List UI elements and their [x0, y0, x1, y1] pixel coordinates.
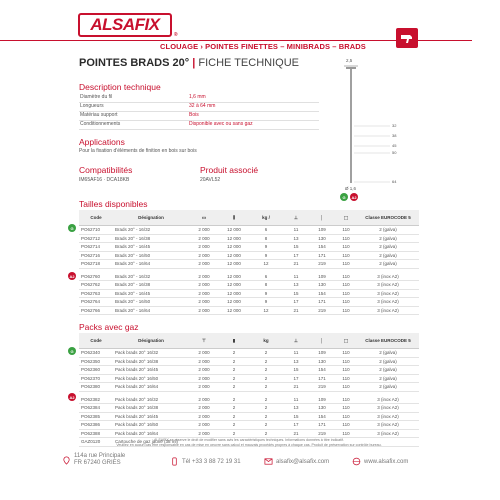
table-cell: 2: [219, 383, 249, 392]
table-cell: 2 (galva): [357, 243, 419, 252]
table-cell: 2: [219, 404, 249, 413]
table-cell: 3 (inox A2): [357, 429, 419, 438]
table-cell: 12 000: [219, 243, 249, 252]
table-cell: 2: [219, 349, 249, 358]
disclaimer: [79, 438, 419, 448]
table-cell: 2: [249, 421, 283, 430]
table-cell: Brads 20° - 16/45: [113, 243, 189, 252]
table-row: [79, 421, 419, 430]
table-cell: 110: [335, 251, 357, 260]
col-header-designation: Désignation: [113, 333, 189, 349]
location-pin-icon: [62, 456, 71, 465]
table-cell: 2: [219, 421, 249, 430]
table-cell: 171: [309, 374, 335, 383]
table-cell: 12 000: [219, 273, 249, 281]
table-cell: 15: [283, 366, 309, 375]
table-row: [79, 374, 419, 383]
table-cell: 12: [249, 306, 283, 315]
spec-value: 32 à 64 mm: [189, 103, 216, 109]
length-mark: 45: [392, 143, 397, 148]
table-cell: 9: [249, 298, 283, 307]
galva-badge: G: [340, 193, 348, 201]
table-cell: 3 (inox A2): [357, 289, 419, 298]
diagram-top-label: 2,5: [346, 58, 353, 63]
table-row: [79, 260, 419, 269]
table-cell: 130: [309, 281, 335, 290]
dimension-icon: ⊥: [283, 210, 309, 226]
table-row: [79, 251, 419, 260]
phone-number[interactable]: Tél +33 3 88 72 19 31: [182, 458, 241, 465]
table-cell: 21: [283, 429, 309, 438]
table-cell: 110: [335, 429, 357, 438]
spec-row: [79, 120, 319, 130]
table-cell: Pack brads 20° 16/45: [113, 412, 189, 421]
table-cell: 110: [335, 289, 357, 298]
table-cell: Pack brads 20° 16/32: [113, 396, 189, 404]
table-cell: 110: [335, 306, 357, 315]
table-cell: 2 000: [189, 374, 219, 383]
table-cell: 21: [283, 383, 309, 392]
table-cell: 2: [249, 404, 283, 413]
nail-illustration-icon: [330, 58, 410, 198]
applications-text: Pour la fixation d'éléments de finition en bois sur bois: [79, 148, 197, 154]
table-cell: 110: [335, 243, 357, 252]
table-cell: 2: [219, 396, 249, 404]
table-cell: 110: [335, 404, 357, 413]
col-header-classe: Classe EUROCODE 5: [357, 210, 419, 226]
table-cell: Brads 20° - 16/50: [113, 298, 189, 307]
table-cell: 11: [283, 273, 309, 281]
table-cell: 3 (inox A2): [357, 412, 419, 421]
table-cell: PO62760: [79, 273, 113, 281]
col-header-code: Code: [79, 210, 113, 226]
table-cell: 171: [309, 421, 335, 430]
table-row: [79, 298, 419, 307]
table-header-row: [79, 210, 419, 226]
table-row: [79, 412, 419, 421]
globe-icon: [352, 457, 361, 466]
table-cell: PO62714: [79, 243, 113, 252]
inox-a2-badge: A2: [69, 273, 75, 279]
table-cell: 8: [249, 281, 283, 290]
table-cell: 110: [335, 374, 357, 383]
table-cell: 2 000: [189, 243, 219, 252]
address-line: FR 67240 GRIES: [74, 460, 121, 466]
length-mark: 64: [392, 179, 397, 184]
table-cell: 2 (galva): [357, 251, 419, 260]
table-cell: 110: [335, 226, 357, 235]
table-cell: 2 (galva): [357, 374, 419, 383]
table-cell: PO62718: [79, 260, 113, 269]
table-cell: 109: [309, 349, 335, 358]
table-cell: 2 000: [189, 298, 219, 307]
table-cell: 2 000: [189, 289, 219, 298]
tool-icon: ⬚: [335, 333, 357, 349]
table-cell: 130: [309, 404, 335, 413]
table-cell: 2: [249, 412, 283, 421]
tailles-table: [79, 210, 419, 315]
table-cell: PO62766: [79, 306, 113, 315]
tool-icon: ⬚: [335, 210, 357, 226]
table-row: [79, 404, 419, 413]
table-cell: 154: [309, 412, 335, 421]
table-cell: 154: [309, 366, 335, 375]
table-cell: 154: [309, 289, 335, 298]
table-cell: 110: [335, 349, 357, 358]
table-cell: 21: [283, 306, 309, 315]
table-cell: 109: [309, 226, 335, 235]
table-cell: 2 000: [189, 366, 219, 375]
col-header-kg: kg /: [249, 210, 283, 226]
table-row: [79, 383, 419, 392]
table-cell: 15: [283, 289, 309, 298]
table-cell: 12 000: [219, 226, 249, 235]
table-cell: 17: [283, 251, 309, 260]
table-cell: PO62350: [79, 357, 113, 366]
table-cell: PO62716: [79, 251, 113, 260]
col-header-designation: Désignation: [113, 210, 189, 226]
spec-value: Disponible avec ou sans gaz: [189, 121, 253, 127]
table-cell: 3 (inox A2): [357, 404, 419, 413]
spec-value: Bois: [189, 112, 199, 118]
table-cell: 2: [249, 366, 283, 375]
table-cell: 2 000: [189, 383, 219, 392]
table-cell: 6: [249, 226, 283, 235]
table-cell: 2 (galva): [357, 234, 419, 243]
table-cell: 13: [283, 404, 309, 413]
table-cell: 110: [335, 273, 357, 281]
nails-icon: ⫼: [219, 210, 249, 226]
table-cell: 110: [335, 383, 357, 392]
phone-block: [170, 457, 241, 466]
table-cell: 12 000: [219, 260, 249, 269]
nail-diagram: [330, 58, 410, 198]
table-cell: 9: [249, 289, 283, 298]
table-cell: 219: [309, 429, 335, 438]
table-cell: PO62763: [79, 289, 113, 298]
table-cell: 12 000: [219, 298, 249, 307]
galva-badge: G: [68, 347, 76, 355]
packs-table: [79, 333, 419, 447]
address-line: 114a rue Principale: [74, 453, 126, 459]
table-cell: 2 (galva): [357, 366, 419, 375]
spec-label: Longueurs: [80, 103, 104, 109]
table-cell: PO62762: [79, 281, 113, 290]
disclaimer-line: Veuillez en aucun cas être responsable en cas de mise en oeuvre sans calcul et mauvais procédés propres à chaque cas. Produit de préservation sur contrôle bureau.: [116, 443, 382, 447]
table-cell: 2: [249, 396, 283, 404]
compatibilites-heading: Compatibilités: [79, 165, 133, 175]
table-cell: 110: [335, 281, 357, 290]
table-cell: 110: [335, 421, 357, 430]
table-cell: 15: [283, 412, 309, 421]
table-cell: 2 000: [189, 306, 219, 315]
table-cell: 12 000: [219, 306, 249, 315]
table-cell: 17: [283, 421, 309, 430]
dimension-icon: ⊥: [283, 333, 309, 349]
table-cell: 2 000: [189, 251, 219, 260]
table-cell: 2 000: [189, 404, 219, 413]
compatibilites-text: IM65AF16 · DCA18KB: [79, 177, 130, 183]
col-header-kg: kg: [249, 333, 283, 349]
applications-heading: Applications: [79, 137, 125, 147]
table-row: [79, 281, 419, 290]
table-cell: 2: [249, 383, 283, 392]
table-row: [79, 349, 419, 358]
table-cell: PO62388: [79, 429, 113, 438]
table-cell: PO62764: [79, 298, 113, 307]
table-cell: PO62712: [79, 234, 113, 243]
table-cell: 2 000: [189, 357, 219, 366]
table-cell: Brads 20° - 16/38: [113, 234, 189, 243]
table-cell: 13: [283, 357, 309, 366]
col-header-code: Code: [79, 333, 113, 349]
table-cell: 171: [309, 298, 335, 307]
table-cell: 110: [335, 412, 357, 421]
table-cell: 17: [283, 374, 309, 383]
table-cell: 6: [249, 273, 283, 281]
packs-heading: Packs avec gaz: [79, 322, 139, 332]
page-title: [79, 57, 299, 69]
table-cell: 2 000: [189, 421, 219, 430]
table-cell: 9: [249, 243, 283, 252]
table-cell: 2: [249, 357, 283, 366]
length-mark: 50: [392, 150, 397, 155]
table-row: [79, 226, 419, 235]
table-cell: 130: [309, 357, 335, 366]
table-cell: 13: [283, 234, 309, 243]
table-cell: 2: [219, 374, 249, 383]
title-sub: FICHE TECHNIQUE: [198, 57, 299, 69]
spec-label: Matériau support: [80, 112, 118, 118]
website-block: [352, 457, 408, 466]
table-row: [79, 234, 419, 243]
brand-name: ALSAFIX: [90, 15, 160, 34]
table-cell: 3 (inox A2): [357, 273, 419, 281]
length-mark: 38: [392, 133, 397, 138]
table-cell: 12: [249, 260, 283, 269]
table-cell: 171: [309, 251, 335, 260]
table-cell: 11: [283, 349, 309, 358]
nail-pack-icon: ⊤: [189, 333, 219, 349]
table-cell: 154: [309, 243, 335, 252]
table-cell: 15: [283, 243, 309, 252]
table-cell: 2 (galva): [357, 383, 419, 392]
table-cell: 3 (inox A2): [357, 281, 419, 290]
table-cell: 2 000: [189, 234, 219, 243]
table-cell: Brads 20° - 16/45: [113, 289, 189, 298]
table-row: [79, 366, 419, 375]
table-cell: Pack brads 20° 16/64: [113, 429, 189, 438]
table-cell: Pack brads 20° 16/45: [113, 366, 189, 375]
address-block: [62, 453, 125, 467]
table-cell: GAZ0120: [79, 438, 113, 447]
table-cell: Pack brads 20° 16/32: [113, 349, 189, 358]
table-cell: 11: [283, 396, 309, 404]
nail-gun-icon: [396, 28, 418, 48]
table-cell: 2: [249, 374, 283, 383]
table-cell: Pack brads 20° 16/38: [113, 357, 189, 366]
table-cell: PO62360: [79, 366, 113, 375]
table-cell: PO62385: [79, 412, 113, 421]
table-cell: 110: [335, 298, 357, 307]
table-cell: 2: [249, 429, 283, 438]
spec-label: Diamètre du fil: [80, 94, 113, 100]
table-row: [79, 273, 419, 281]
table-cell: 110: [335, 357, 357, 366]
nail-icon: │: [309, 333, 335, 349]
produit-associe-text: 20AVL52: [200, 177, 221, 183]
description-heading: Description technique: [79, 82, 161, 92]
title-separator: |: [192, 57, 196, 69]
table-cell: 110: [335, 260, 357, 269]
table-cell: Pack brads 20° 16/50: [113, 421, 189, 430]
table-cell: 109: [309, 273, 335, 281]
table-row: [79, 289, 419, 298]
table-row: [79, 243, 419, 252]
galva-badge: G: [68, 224, 76, 232]
table-cell: 3 (inox A2): [357, 298, 419, 307]
website-link[interactable]: www.alsafix.com: [364, 458, 409, 465]
table-cell: 219: [309, 306, 335, 315]
table-cell: 110: [335, 396, 357, 404]
table-cell: PO62710: [79, 226, 113, 235]
table-cell: 3 (inox A2): [357, 396, 419, 404]
table-cell: 11: [283, 226, 309, 235]
table-cell: 219: [309, 260, 335, 269]
table-cell: PO62386: [79, 421, 113, 430]
table-cell: Pack brads 20° 16/38: [113, 404, 189, 413]
inox-a2-badge: A2: [69, 394, 75, 400]
table-cell: 2: [219, 429, 249, 438]
table-cell: 2 000: [189, 226, 219, 235]
table-header-row: [79, 333, 419, 349]
table-cell: PO62382: [79, 396, 113, 404]
email-icon: [264, 457, 273, 466]
table-cell: 12 000: [219, 251, 249, 260]
phone-icon: [170, 457, 179, 466]
table-cell: 13: [283, 281, 309, 290]
alsafix-logo: [78, 13, 177, 38]
gas-cartridge-icon: ▮: [219, 333, 249, 349]
disclaimer-line: ALSAFIX se réserve le droit de modifier sans avis les caractéristiques techniques. Informations données à titre indicatif.: [154, 438, 344, 442]
table-cell: Pack brads 20° 16/50: [113, 374, 189, 383]
produit-associe-heading: Produit associé: [200, 165, 259, 175]
box-icon: ▭: [189, 210, 219, 226]
table-cell: 109: [309, 396, 335, 404]
table-cell: PO62340: [79, 349, 113, 358]
table-cell: PO62370: [79, 374, 113, 383]
table-cell: 21: [283, 260, 309, 269]
table-row: [79, 396, 419, 404]
table-cell: 2: [219, 366, 249, 375]
table-cell: Brads 20° - 16/38: [113, 281, 189, 290]
table-cell: 2 000: [189, 349, 219, 358]
registered-mark: ®: [173, 32, 177, 38]
spec-label: Conditionnements: [80, 121, 121, 127]
table-cell: Pack brads 20° 16/64: [113, 383, 189, 392]
table-cell: 8: [249, 234, 283, 243]
table-cell: 2: [219, 412, 249, 421]
footer: [62, 453, 482, 481]
table-cell: 2 000: [189, 281, 219, 290]
table-cell: 2: [219, 357, 249, 366]
table-cell: 2 (galva): [357, 349, 419, 358]
table-cell: Cartouche de gaz jaune (38 ml): [113, 438, 419, 447]
table-cell: 3 (inox A2): [357, 306, 419, 315]
table-cell: Brads 20° - 16/32: [113, 226, 189, 235]
length-mark: 32: [392, 123, 397, 128]
table-row: [79, 357, 419, 366]
table-cell: 110: [335, 366, 357, 375]
table-cell: Brads 20° - 16/64: [113, 306, 189, 315]
table-cell: 2 000: [189, 412, 219, 421]
email-link[interactable]: alsafix@alsafix.com: [276, 458, 330, 465]
table-cell: Brads 20° - 16/50: [113, 251, 189, 260]
nail-icon: │: [309, 210, 335, 226]
table-cell: 130: [309, 234, 335, 243]
title-main: POINTES BRADS 20°: [79, 57, 190, 69]
table-cell: 12 000: [219, 289, 249, 298]
table-cell: 2 000: [189, 273, 219, 281]
table-cell: 2 000: [189, 396, 219, 404]
table-cell: 17: [283, 298, 309, 307]
table-cell: PO62380: [79, 383, 113, 392]
inox-a2-badge: A2: [351, 194, 357, 200]
table-cell: 110: [335, 234, 357, 243]
table-cell: 2 000: [189, 429, 219, 438]
wire-diameter: Ø 1,6: [345, 186, 357, 191]
spec-value: 1,6 mm: [189, 94, 206, 100]
table-row: [79, 429, 419, 438]
table-cell: Brads 20° - 16/64: [113, 260, 189, 269]
table-cell: 12 000: [219, 234, 249, 243]
col-header-classe: Classe EUROCODE 5: [357, 333, 419, 349]
table-cell: 219: [309, 383, 335, 392]
table-cell: 3 (inox A2): [357, 421, 419, 430]
table-cell: 2 000: [189, 260, 219, 269]
table-cell: 12 000: [219, 281, 249, 290]
table-row: [79, 306, 419, 315]
table-cell: 2: [249, 349, 283, 358]
table-cell: 2 (galva): [357, 357, 419, 366]
category-title: CLOUAGE › POINTES FINETTES – MINIBRADS – BRADS: [160, 42, 366, 51]
tailles-heading: Tailles disponibles: [79, 199, 148, 209]
email-block: [264, 457, 329, 466]
table-cell: PO62384: [79, 404, 113, 413]
table-cell: 2 (galva): [357, 226, 419, 235]
table-cell: Brads 20° - 16/32: [113, 273, 189, 281]
table-cell: 2 (galva): [357, 260, 419, 269]
table-cell: 9: [249, 251, 283, 260]
